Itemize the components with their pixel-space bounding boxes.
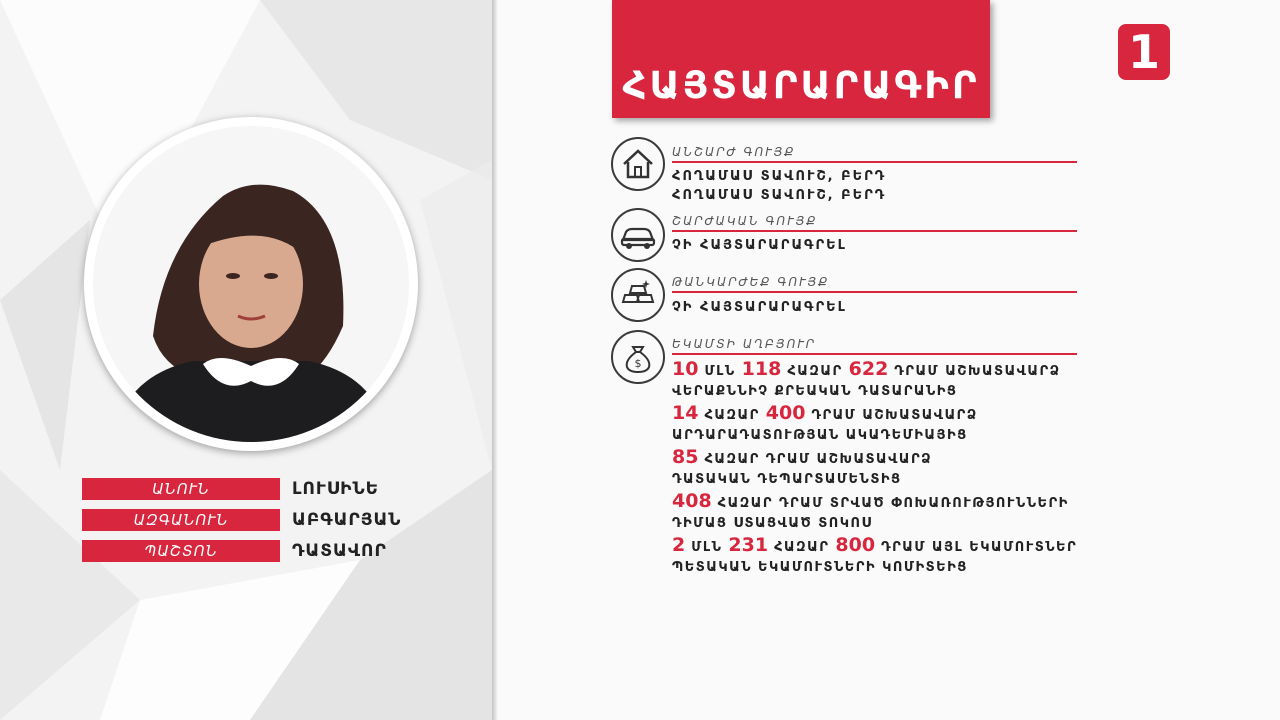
amount-number: 85 bbox=[672, 446, 699, 468]
income-description: ՀԱԶԱՐ ԴՐԱՄ ՏՐՎԱԾ ՓՈԽԱՌՈՒԹՅՈՒՆՆԵՐԻ bbox=[717, 496, 1069, 511]
position-label: ՊԱՇՏՈՆ bbox=[82, 540, 280, 562]
income-description: ՀԱԶԱՐ ԴՐԱՄ ԱՇԽԱՏԱՎԱՐՁ bbox=[704, 452, 933, 467]
first-name-value: ԼՈՒՍԻՆԵ bbox=[292, 479, 379, 499]
house-icon bbox=[611, 137, 665, 191]
amount-number: 118 bbox=[741, 358, 782, 380]
income-line-7 bbox=[672, 490, 1075, 512]
car-icon bbox=[611, 208, 665, 262]
amount-unit: ՄԼՆ bbox=[704, 364, 736, 379]
svg-text:$: $ bbox=[634, 357, 642, 370]
income-line-2 bbox=[672, 384, 964, 399]
amount-number: 14 bbox=[672, 402, 699, 424]
real-estate-line-1: ՀՈՂԱՄԱՍ ՏԱՎՈՒՇ, ԲԵՐԴ bbox=[672, 169, 887, 184]
portrait-photo bbox=[93, 126, 409, 442]
income-line-1 bbox=[672, 358, 1067, 380]
income-line-9 bbox=[672, 534, 1083, 556]
income-description: ԴՐԱՄ ԱՇԽԱՏԱՎԱՐՁ bbox=[811, 408, 978, 423]
income-line-8 bbox=[672, 516, 879, 531]
amount-unit: ՀԱԶԱՐ bbox=[704, 408, 760, 423]
income-line-10 bbox=[672, 560, 974, 575]
income-line-3 bbox=[672, 402, 984, 424]
real-estate-line-2: ՀՈՂԱՄԱՍ ՏԱՎՈՒՇ, ԲԵՐԴ bbox=[672, 188, 887, 203]
amount-number: 622 bbox=[848, 358, 889, 380]
income-source: ԱՐԴԱՐԱԴԱՏՈՒԹՅԱՆ ԱԿԱԴԵՄԻԱՅԻՑ bbox=[672, 428, 968, 443]
first-name-label: ԱՆՈՒՆ bbox=[82, 478, 280, 500]
real-estate-heading: ԱՆՇԱՐԺ ԳՈՒՅՔ bbox=[672, 144, 1077, 163]
income-line-5 bbox=[672, 446, 938, 468]
amount-number: 800 bbox=[835, 534, 876, 556]
vehicles-heading: ՇԱՐԺԱԿԱՆ ԳՈՒՅՔ bbox=[672, 213, 1077, 232]
position-value: ԴԱՏԱՎՈՐ bbox=[292, 541, 387, 561]
amount-unit: ՀԱԶԱՐ bbox=[774, 540, 830, 555]
income-source: ԴԻՄԱՑ ՍՏԱՑՎԱԾ ՏՈԿՈՍ bbox=[672, 516, 873, 531]
last-name-value: ԱԲԳԱՐՅԱՆ bbox=[292, 510, 402, 530]
income-description: ԴՐԱՄ ԱՅԼ ԵԿԱՄՈՒՏՆԵՐ bbox=[881, 540, 1078, 555]
left-panel bbox=[0, 0, 492, 720]
page-title: ՀԱՅՏԱՐԱՐԱԳԻՐ bbox=[622, 64, 980, 107]
channel-logo bbox=[1118, 24, 1170, 80]
title-banner bbox=[612, 0, 990, 118]
income-description: ԴՐԱՄ ԱՇԽԱՏԱՎԱՐՁ bbox=[894, 364, 1061, 379]
amount-number: 231 bbox=[728, 534, 769, 556]
income-source: ՊԵՏԱԿԱՆ ԵԿԱՄՈՒՏՆԵՐԻ ԿՈՄԻՏԵԻՑ bbox=[672, 560, 968, 575]
amount-number: 2 bbox=[672, 534, 686, 556]
money-bag-icon bbox=[611, 330, 665, 384]
portrait-frame bbox=[84, 117, 418, 451]
last-name-label: ԱԶԳԱՆՈՒՆ bbox=[82, 509, 280, 531]
valuables-line-1: ՉԻ ՀԱՅՏԱՐԱՐԱԳՐԵԼ bbox=[672, 300, 847, 315]
gold-bars-icon bbox=[611, 268, 665, 322]
channel-logo-label: 1 bbox=[1127, 25, 1160, 79]
income-source: ՎԵՐԱՔՆՆԻՉ ՔՐԵԱԿԱՆ ԴԱՏԱՐԱՆԻՑ bbox=[672, 384, 958, 399]
amount-unit: ՄԼՆ bbox=[691, 540, 723, 555]
amount-unit: ՀԱԶԱՐ bbox=[787, 364, 843, 379]
income-line-6 bbox=[672, 472, 908, 487]
panel-divider bbox=[492, 0, 498, 720]
income-heading: ԵԿԱՄՏԻ ԱՂԲՅՈՒՐ bbox=[672, 336, 1077, 355]
amount-number: 400 bbox=[765, 402, 806, 424]
income-line-4 bbox=[672, 428, 974, 443]
vehicles-line-1: ՉԻ ՀԱՅՏԱՐԱՐԱԳՐԵԼ bbox=[672, 238, 847, 253]
income-source: ԴԱՏԱԿԱՆ ԴԵՊԱՐՏԱՄԵՆՏԻՑ bbox=[672, 472, 902, 487]
amount-number: 408 bbox=[672, 490, 712, 512]
amount-number: 10 bbox=[672, 358, 699, 380]
valuables-heading: ԹԱՆԿԱՐԺԵՔ ԳՈՒՅՔ bbox=[672, 274, 1077, 293]
portrait-image bbox=[93, 126, 409, 442]
